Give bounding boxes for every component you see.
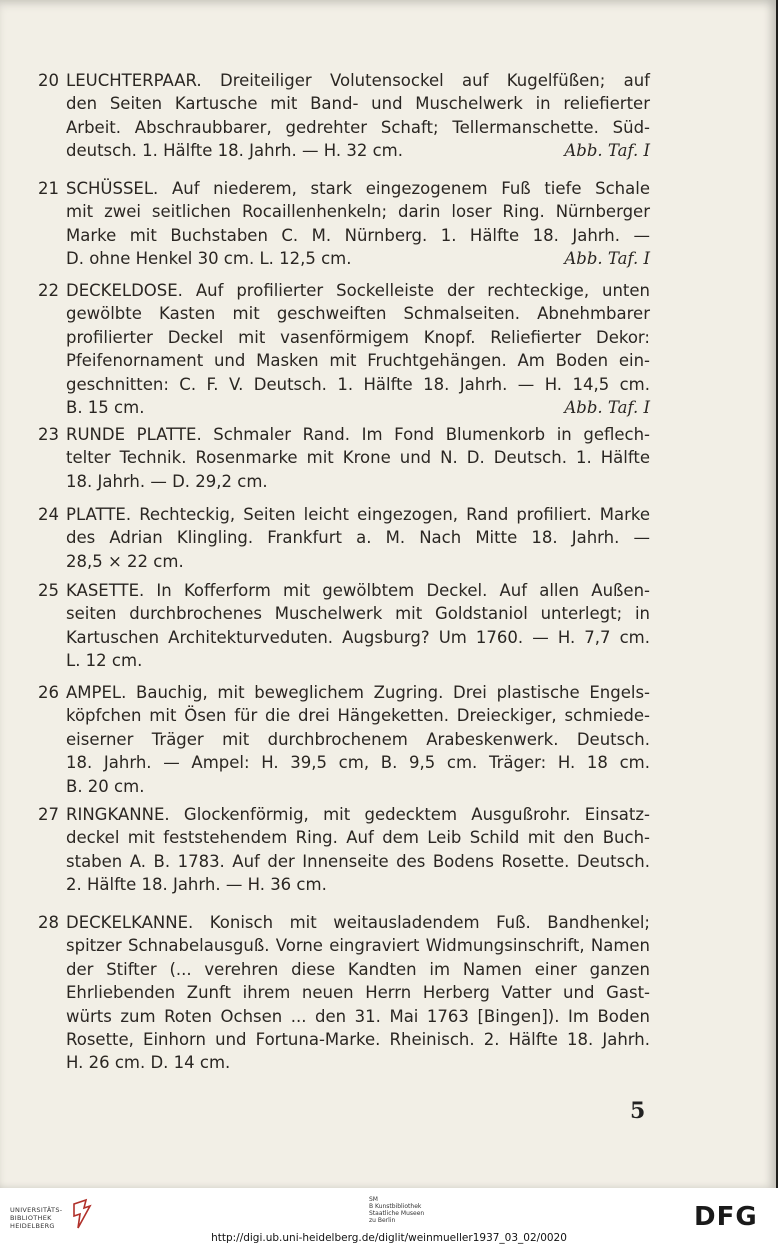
plate-reference: Abb. Taf. I: [564, 398, 650, 417]
university-line: HEIDELBERG: [10, 1222, 55, 1230]
entry-text-line: des Adrian Klingling. Frankfurt a. M. Nach Mitte 18. Jahrh. —: [66, 528, 650, 548]
entry-text-line: 28,5 × 22 cm.: [66, 551, 184, 571]
entry-number: 25: [38, 581, 59, 600]
entry-text-line: 2. Hälfte 18. Jahrh. — H. 36 cm.: [66, 875, 327, 895]
entry-text-line: Arbeit. Abschraubbarer, gedrehter Schaft; Tellermanschette. Süd-: [66, 117, 650, 137]
entry-text-line: RUNDE PLATTE. Schmaler Rand. Im Fond Blumenkorb in geflech-: [66, 425, 650, 444]
entry-text-line: SCHÜSSEL. Auf niederem, stark eingezogenem Fuß tiefe Schale: [66, 179, 650, 198]
entry-number: 28: [38, 913, 59, 932]
entry-text-line: telter Technik. Rosenmarke mit Krone und N. D. Deutsch. 1. Hälfte: [66, 448, 650, 468]
entry-text-line: Kartuschen Architekturveduten. Augsburg? Um 1760. — H. 7,7 cm.: [66, 627, 650, 647]
entry-number: 20: [38, 71, 59, 90]
entry-text-line: B. 20 cm.: [66, 776, 145, 796]
entry-text-line: Pfeifenornament und Masken mit Fruchtgehängen. Am Boden ein-: [66, 351, 650, 371]
plate-reference: Abb. Taf. I: [564, 141, 650, 161]
dfg-logo: DFG: [694, 1202, 758, 1232]
entry-text-line: AMPEL. Bauchig, mit beweglichem Zugring. Drei plastische Engels-: [66, 683, 650, 702]
entry-text-line: Marke mit Buchstaben C. M. Nürnberg. 1. Hälfte 18. Jahrh. —: [66, 225, 650, 245]
entry-number: 22: [38, 281, 59, 300]
university-library-logo-text: [10, 1206, 62, 1230]
university-line: BIBLIOTHEK: [10, 1214, 52, 1222]
page-number: 5: [630, 1098, 646, 1124]
source-url-link[interactable]: http://digi.ub.uni-heidelberg.de/diglit/weinmueller1937_03_02/0020: [211, 1232, 567, 1244]
entry-text-line: LEUCHTERPAAR. Dreiteiliger Volutensockel auf Kugelfüßen; auf: [66, 71, 650, 90]
entry-text-line: köpfchen mit Ösen für die drei Hängeketten. Dreieckiger, schmiede-: [66, 706, 650, 726]
entry-number: 26: [38, 683, 59, 702]
museum-credit: [369, 1196, 424, 1224]
footer-bar: [0, 1188, 778, 1246]
museum-line: zu Berlin: [369, 1217, 396, 1224]
entry-text-line: seiten durchbrochenes Muschelwerk mit Goldstaniol unterlegt; in: [66, 604, 650, 624]
entry-text-line: spitzer Schnabelausguß. Vorne eingraviert Widmungsinschrift, Namen: [66, 936, 650, 956]
entry-text-line: B. 15 cm.: [66, 398, 145, 417]
entry-text-line: H. 26 cm. D. 14 cm.: [66, 1053, 231, 1073]
entry-text-line: der Stifter (... verehren diese Kandten im Namen einer ganzen: [66, 959, 650, 979]
entry-text-line: gewölbte Kasten mit geschweiften Schmalseiten. Abnehmbarer: [66, 304, 650, 324]
plate-reference: Abb. Taf. I: [564, 249, 650, 269]
entry-text-line: eiserner Träger mit durchbrochenem Arabeskenwerk. Deutsch.: [66, 729, 650, 749]
entry-number: 23: [38, 425, 59, 444]
entry-text-line: PLATTE. Rechteckig, Seiten leicht eingezogen, Rand profiliert. Marke: [66, 505, 650, 524]
museum-line: SM: [369, 1196, 378, 1203]
entry-text-line: staben A. B. 1783. Auf der Innenseite des Bodens Rosette. Deutsch.: [66, 851, 650, 871]
entry-text-line: deutsch. 1. Hälfte 18. Jahrh. — H. 32 cm.: [66, 141, 403, 161]
entry-text-line: deckel mit feststehendem Ring. Auf dem Leib Schild mit den Buch-: [66, 828, 650, 848]
entry-text-line: Rosette, Einhorn und Fortuna-Marke. Rheinisch. 2. Hälfte 18. Jahrh.: [66, 1030, 650, 1049]
entry-text-line: Ehrliebenden Zunft ihrem neuen Herrn Herberg Vatter und Gast-: [66, 983, 650, 1003]
museum-line: B Kunstbibliothek: [369, 1203, 422, 1210]
heidelberg-logo-icon: [70, 1198, 94, 1230]
entry-text-line: profilierter Deckel mit vasenförmigem Knopf. Reliefierter Dekor:: [66, 327, 650, 347]
entry-text-line: RINGKANNE. Glockenförmig, mit gedecktem Ausgußrohr. Einsatz-: [66, 805, 650, 824]
entry-text-line: den Seiten Kartusche mit Band- und Muschelwerk in reliefierter: [66, 94, 650, 114]
entry-text-line: KASETTE. In Kofferform mit gewölbtem Deckel. Auf allen Außen-: [66, 581, 650, 600]
entry-text-line: würts zum Roten Ochsen ... den 31. Mai 1763 [Bingen]). Im Boden: [66, 1006, 650, 1026]
entry-text-line: DECKELDOSE. Auf profilierter Sockelleiste der rechteckige, unten: [66, 281, 650, 300]
entry-text-line: 18. Jahrh. — D. 29,2 cm.: [66, 471, 268, 491]
entry-text-line: mit zwei seitlichen Rocaillenhenkeln; darin loser Ring. Nürnberger: [66, 202, 650, 222]
entry-text-line: geschnitten: C. F. V. Deutsch. 1. Hälfte 18. Jahrh. — H. 14,5 cm.: [66, 374, 650, 394]
entry-text-line: 18. Jahrh. — Ampel: H. 39,5 cm, B. 9,5 cm. Träger: H. 18 cm.: [66, 753, 650, 773]
entry-text-line: D. ohne Henkel 30 cm. L. 12,5 cm.: [66, 249, 352, 269]
entry-number: 27: [38, 805, 59, 824]
entry-text-line: DECKELKANNE. Konisch mit weitausladendem Fuß. Bandhenkel;: [66, 913, 650, 932]
entry-number: 24: [38, 505, 59, 524]
museum-line: Staatliche Museen: [369, 1210, 425, 1217]
entry-number: 21: [38, 179, 59, 198]
entry-text-line: L. 12 cm.: [66, 651, 143, 671]
university-line: UNIVERSITÄTS-: [10, 1206, 63, 1214]
